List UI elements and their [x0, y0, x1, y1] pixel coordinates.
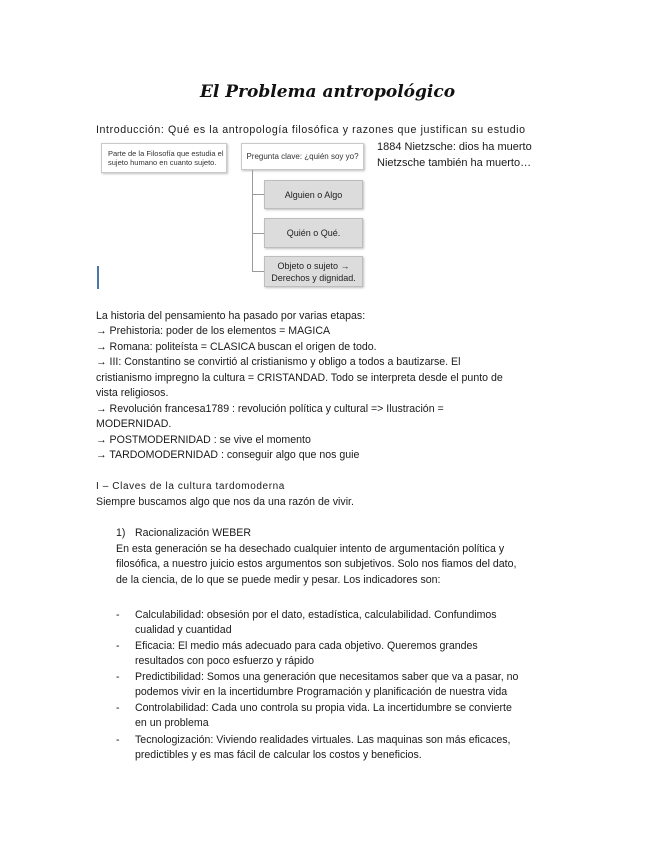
list-number: 1): [116, 527, 126, 539]
side-note-line-2: Nietzsche también ha muerto…: [377, 157, 532, 169]
history-line: → III: Constantino se convirtió al cristianismo y obligo a todos a bautizarse. El: [96, 356, 461, 368]
bullet-text: resultados con poco esfuerzo y rápido: [135, 655, 315, 667]
option-box-objeto-line2: Derechos y dignidad.: [271, 272, 356, 283]
history-line: → Prehistoria: poder de los elementos = MAGICA: [96, 325, 331, 337]
history-line: → Revolución francesa1789 : revolución política y cultural => Ilustración =: [96, 403, 444, 415]
diagram-connector-2: [252, 233, 264, 234]
paragraph-line: En esta generación se ha desechado cualquier intento de argumentación política y: [116, 543, 505, 555]
paragraph-line: filosófica, a nuestro juicio estos argumentos son subjetivos. Solo nos fiamos del dato,: [116, 558, 517, 570]
side-note-line-1: 1884 Nietzsche: dios ha muerto: [377, 141, 532, 153]
bullet-text: podemos vivir en la incertidumbre Programación y planificación de nuestra vida: [135, 686, 508, 698]
key-question-box: Pregunta clave: ¿quién soy yo?: [241, 143, 364, 170]
history-line: vista religiosos.: [96, 387, 169, 399]
history-line: → TARDOMODERNIDAD : conseguir algo que nos guie: [96, 449, 360, 461]
bullet-marker: -: [116, 671, 120, 683]
bullet-marker: -: [116, 734, 120, 746]
bullet-text: predictibles y es mas fácil de calcular los costos y beneficios.: [135, 749, 422, 761]
bullet-text: Calculabilidad: obsesión por el dato, estadística, calculabilidad. Confundimos: [135, 609, 497, 621]
bullet-marker: -: [116, 702, 120, 714]
section-subheading: Siempre buscamos algo que nos da una razón de vivir.: [96, 496, 354, 508]
definition-box: Parte de la Filosofía que estudia el sujeto humano en cuanto sujeto.: [101, 143, 227, 173]
text-cursor: [97, 266, 99, 289]
option-box-objeto-line1: Objeto o sujeto →: [277, 260, 350, 271]
option-box-alguien: Alguien o Algo: [264, 180, 363, 209]
bullet-text: cualidad y cuantidad: [135, 624, 232, 636]
bullet-text: Controlabilidad: Cada uno controla su propia vida. La incertidumbre se convierte: [135, 702, 512, 714]
diagram-connector-vertical: [252, 170, 253, 272]
bullet-marker: -: [116, 640, 120, 652]
option-box-quien: Quién o Qué.: [264, 218, 363, 248]
diagram-connector-3: [252, 271, 264, 272]
history-line: → Romana: politeísta = CLASICA buscan el origen de todo.: [96, 341, 377, 353]
history-heading: La historia del pensamiento ha pasado por varias etapas:: [96, 310, 366, 322]
option-box-objeto: [264, 256, 363, 287]
history-line: → POSTMODERNIDAD : se vive el momento: [96, 434, 311, 446]
paragraph-line: de la ciencia, de lo que se puede medir y pesar. Los indicadores son:: [116, 574, 441, 586]
diagram-connector-1: [252, 194, 264, 195]
bullet-text: en un problema: [135, 717, 209, 729]
bullet-marker: -: [116, 609, 120, 621]
history-line: cristianismo impregno la cultura = CRISTANDAD. Todo se interpreta desde el punto de: [96, 372, 503, 384]
bullet-text: Predictibilidad: Somos una generación que necesitamos saber que va a pasar, no: [135, 671, 519, 683]
intro-line: Introducción: Qué es la antropología filosófica y razones que justifican su estudio: [96, 124, 526, 136]
history-line: MODERNIDAD.: [96, 418, 172, 430]
bullet-text: Eficacia: El medio más adecuado para cada objetivo. Queremos grandes: [135, 640, 478, 652]
bullet-text: Tecnologización: Viviendo realidades virtuales. Las maquinas son más eficaces,: [135, 734, 511, 746]
section-heading: I – Claves de la cultura tardomoderna: [96, 481, 285, 492]
item-title: Racionalización WEBER: [135, 527, 251, 539]
page-title: El Problema antropológico: [199, 82, 456, 102]
